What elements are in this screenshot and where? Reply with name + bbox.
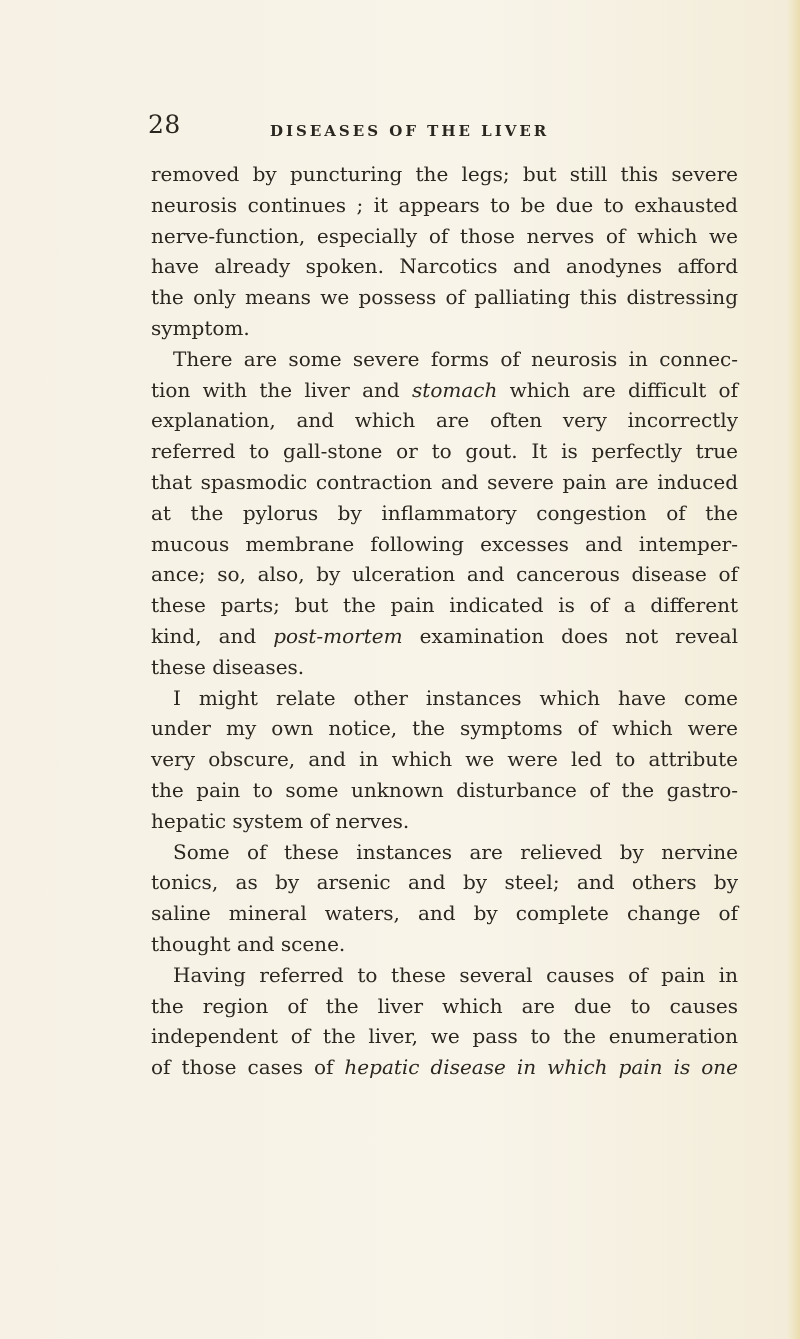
text-run: the pain to some unknown disturbance of the gastro-: [151, 777, 738, 802]
text-run: of those cases of: [151, 1055, 345, 1080]
text-line-content: [151, 590, 738, 621]
text-line: [151, 221, 738, 252]
text-run: nerve-function, especially of those nerves of which we: [151, 223, 738, 248]
text-line: [151, 867, 738, 898]
text-line-content: [151, 898, 738, 929]
text-run: that spasmodic contraction and severe pain are induced: [151, 469, 738, 494]
text-line-content: [151, 316, 250, 340]
text-run: very obscure, and in which we were led to attribute: [151, 747, 738, 772]
text-line-content: [151, 498, 738, 529]
text-line-content: [151, 405, 738, 436]
page-header: [0, 108, 800, 148]
text-line-content: [151, 529, 738, 560]
text-line: [151, 190, 738, 221]
text-run: thought and scene.: [151, 931, 346, 956]
text-line-content: [151, 775, 738, 806]
text-line-content: [151, 744, 738, 775]
text-line: [151, 159, 738, 190]
text-line: [151, 652, 738, 683]
text-line-content: [173, 837, 738, 868]
text-run: at the pylorus by inflammatory congestion of the: [151, 500, 738, 525]
text-run: I might relate other instances which have come: [173, 685, 738, 710]
text-run: tion with the liver and: [151, 377, 413, 402]
text-line-content: [151, 1021, 738, 1052]
text-line-content: [151, 621, 738, 652]
text-line: [151, 1052, 738, 1083]
text-line-content: [151, 375, 738, 406]
text-line: [151, 929, 738, 960]
text-line-content: [151, 282, 738, 313]
text-line: [151, 467, 738, 498]
text-run: under my own notice, the symptoms of which were: [151, 716, 738, 741]
body-text: [151, 159, 738, 1083]
text-line-content: [151, 655, 304, 679]
text-line-content: [151, 713, 738, 744]
text-line: [151, 282, 738, 313]
text-line-content: [151, 221, 738, 252]
text-line-content: [151, 809, 409, 833]
text-run: hepatic system of nerves.: [151, 808, 410, 833]
text-line: [151, 375, 738, 406]
text-run: independent of the liver, we pass to the enumeration: [151, 1024, 738, 1049]
text-line-content: [151, 991, 738, 1022]
text-run: ance; so, also, by ulceration and cancerous disease of: [151, 562, 738, 587]
text-line: [151, 590, 738, 621]
italic-text-run: hepatic disease in which pain is one: [344, 1055, 738, 1080]
text-run: referred to gall-stone or to gout. It is perfectly true: [151, 439, 738, 464]
page-number: 28: [148, 110, 181, 139]
text-line: [151, 806, 738, 837]
text-run: have already spoken. Narcotics and anodynes afford: [151, 254, 738, 279]
text-run: mucous membrane following excesses and intemper-: [151, 531, 738, 556]
text-line: [151, 837, 738, 868]
running-title: DISEASES OF THE LIVER: [270, 122, 550, 140]
text-line-content: [151, 190, 738, 221]
text-line: [151, 991, 738, 1022]
text-line-content: [151, 436, 738, 467]
text-line: [151, 744, 738, 775]
text-line-content: [173, 683, 738, 714]
text-run: kind, and: [151, 623, 274, 648]
text-line: [151, 313, 738, 344]
text-line: [151, 529, 738, 560]
text-run: saline mineral waters, and by complete change of: [151, 901, 738, 926]
text-line: [151, 960, 738, 991]
text-line: [151, 344, 738, 375]
text-line-content: [151, 1052, 738, 1083]
italic-text-run: stomach: [412, 377, 498, 402]
text-line: [151, 683, 738, 714]
text-run: these parts; but the pain indicated is of a different: [151, 593, 738, 618]
text-line: [151, 1021, 738, 1052]
text-run: removed by puncturing the legs; but still this severe: [151, 162, 738, 186]
text-line-content: [151, 867, 738, 898]
text-line-content: [151, 251, 738, 282]
text-run: explanation, and which are often very incorrectly: [151, 408, 738, 433]
text-run: Some of these instances are relieved by nervine: [173, 839, 738, 864]
text-line-content: [173, 960, 738, 991]
text-run: symptom.: [151, 315, 250, 340]
text-line-content: [151, 467, 738, 498]
text-line: [151, 405, 738, 436]
text-line: [151, 251, 738, 282]
text-run: examination does not reveal: [402, 623, 738, 648]
text-line-content: [151, 932, 345, 956]
text-line-content: [173, 344, 738, 375]
text-run: There are some severe forms of neurosis in connec-: [173, 346, 738, 371]
text-line: [151, 436, 738, 467]
text-line-content: [151, 559, 738, 590]
italic-text-run: post-mortem: [273, 623, 403, 648]
text-run: the region of the liver which are due to causes: [151, 993, 738, 1018]
text-line-content: [151, 159, 738, 190]
text-line: [151, 898, 738, 929]
text-line: [151, 559, 738, 590]
text-run: neurosis continues ; it appears to be due to exhausted: [151, 192, 738, 217]
text-line: [151, 775, 738, 806]
text-line: [151, 621, 738, 652]
text-run: Having referred to these several causes of pain in: [173, 962, 738, 987]
text-run: these diseases.: [151, 654, 305, 679]
text-run: which are difficult of: [497, 377, 738, 402]
text-line: [151, 713, 738, 744]
page-edge-shadow: [786, 0, 800, 1339]
text-run: tonics, as by arsenic and by steel; and others by: [151, 870, 738, 895]
text-run: the only means we possess of palliating this distressing: [151, 285, 738, 310]
text-line: [151, 498, 738, 529]
